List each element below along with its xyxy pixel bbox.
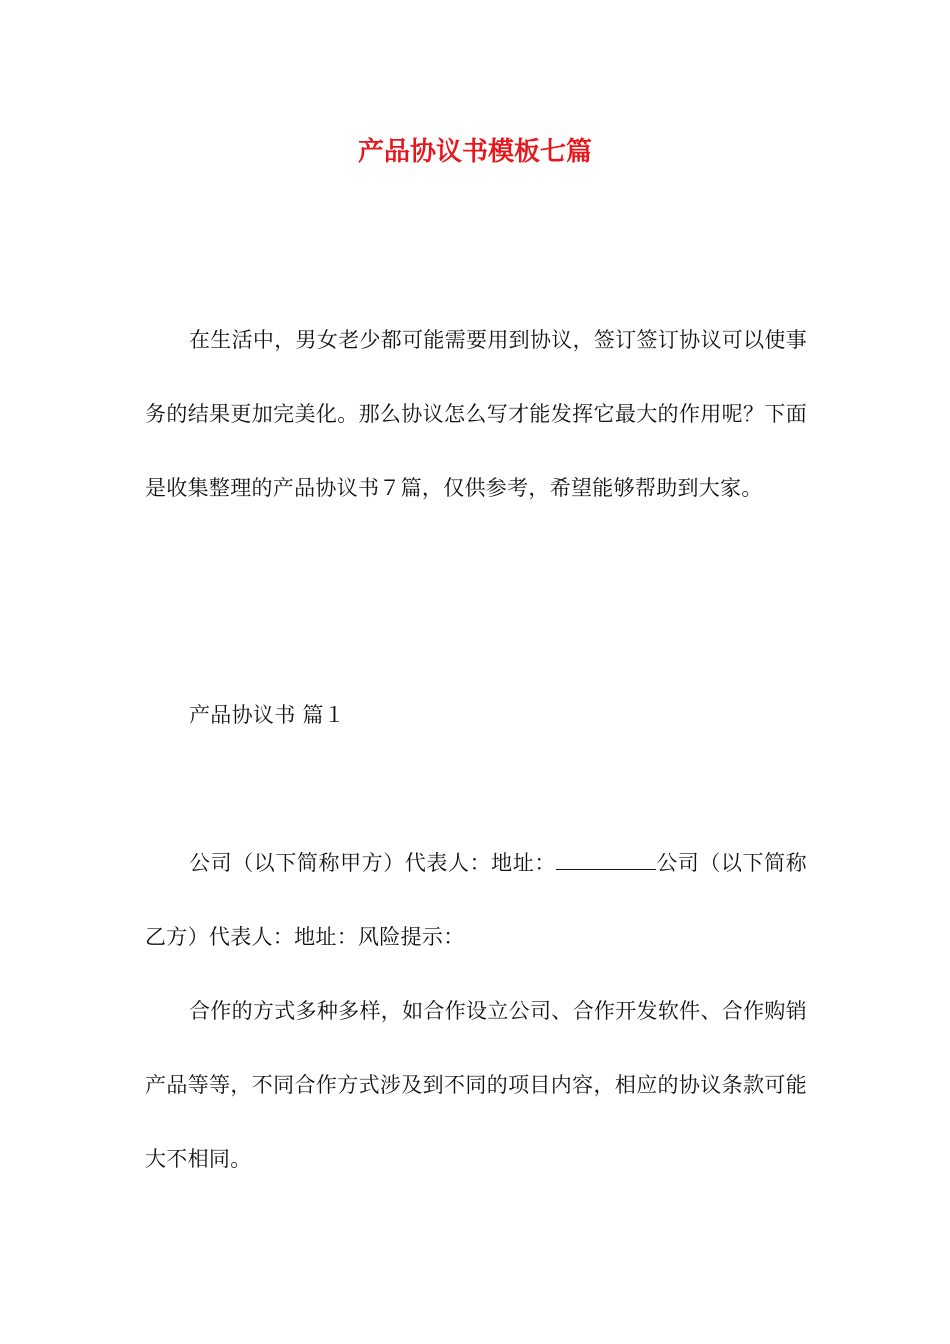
- cooperation-paragraph: 合作的方式多种多样，如合作设立公司、合作开发软件、合作购销产品等等，不同合作方式涉及到不同的项目内容，相应的协议条款可能大不相同。: [145, 999, 807, 1171]
- parties-paragraph: [145, 826, 807, 974]
- intro-paragraph: 在生活中，男女老少都可能需要用到协议，签订签订协议可以使事务的结果更加完美化。那么协议怎么写才能发挥它最大的作用呢？下面是收集整理的产品协议书７篇，仅供参考，希望能够帮助到大家。: [145, 328, 807, 500]
- document-title: 产品协议书模板七篇: [357, 137, 592, 167]
- parties-text-after-blank: 公司（以下简称乙方）代表人：地址：风险提示：: [145, 851, 807, 949]
- section-heading: 产品协议书 篇１: [189, 703, 346, 727]
- parties-text-before-blank: 公司（以下简称甲方）代表人：地址：: [189, 851, 556, 875]
- fill-in-blank: [556, 851, 656, 870]
